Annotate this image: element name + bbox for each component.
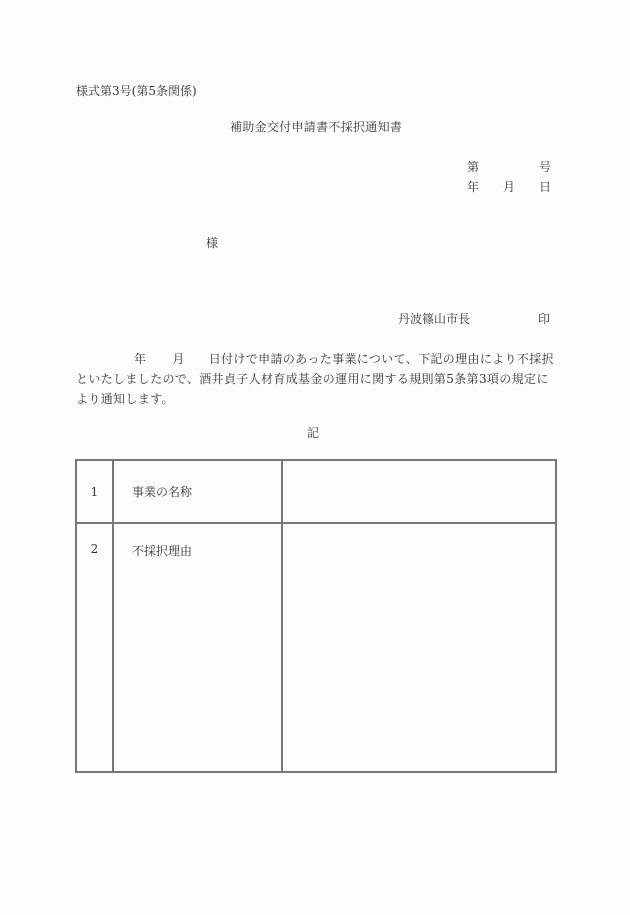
form-id: 様式第3号(第5条関係) — [76, 84, 197, 98]
ki-heading: 記 — [307, 426, 320, 440]
body-year: 年 — [134, 352, 147, 366]
row-number: 1 — [76, 460, 113, 523]
reference-date-row — [467, 180, 551, 200]
reference-day: 日 — [538, 180, 551, 194]
reference-block — [467, 160, 551, 200]
reference-number-prefix: 第 — [467, 160, 480, 174]
reference-month: 月 — [502, 180, 515, 194]
row-label: 不採択理由 — [113, 523, 282, 772]
rejection-reason-field[interactable] — [282, 523, 556, 772]
record-table — [75, 459, 557, 773]
project-name-field[interactable] — [282, 460, 556, 523]
body-text: 日付けで申請のあった事業について、下記の理由により不採択といたしましたので、酒井貞子人材育成基金の運用に関する規則第5条第3項の規定により通知します。 — [76, 352, 554, 406]
seal-mark: 印 — [538, 312, 551, 326]
table-row — [76, 460, 556, 523]
reference-number-row — [467, 160, 551, 180]
reference-number-suffix: 号 — [538, 160, 551, 174]
row-label: 事業の名称 — [113, 460, 282, 523]
table-row — [76, 523, 556, 772]
document-title: 補助金交付申請書不採択通知書 — [230, 120, 403, 134]
sender-name: 丹波篠山市長 — [398, 312, 471, 326]
row-number: 2 — [76, 523, 113, 772]
addressee-suffix: 様 — [206, 236, 219, 250]
reference-year: 年 — [467, 180, 480, 194]
body-paragraph — [76, 349, 556, 409]
body-month: 月 — [172, 352, 185, 366]
